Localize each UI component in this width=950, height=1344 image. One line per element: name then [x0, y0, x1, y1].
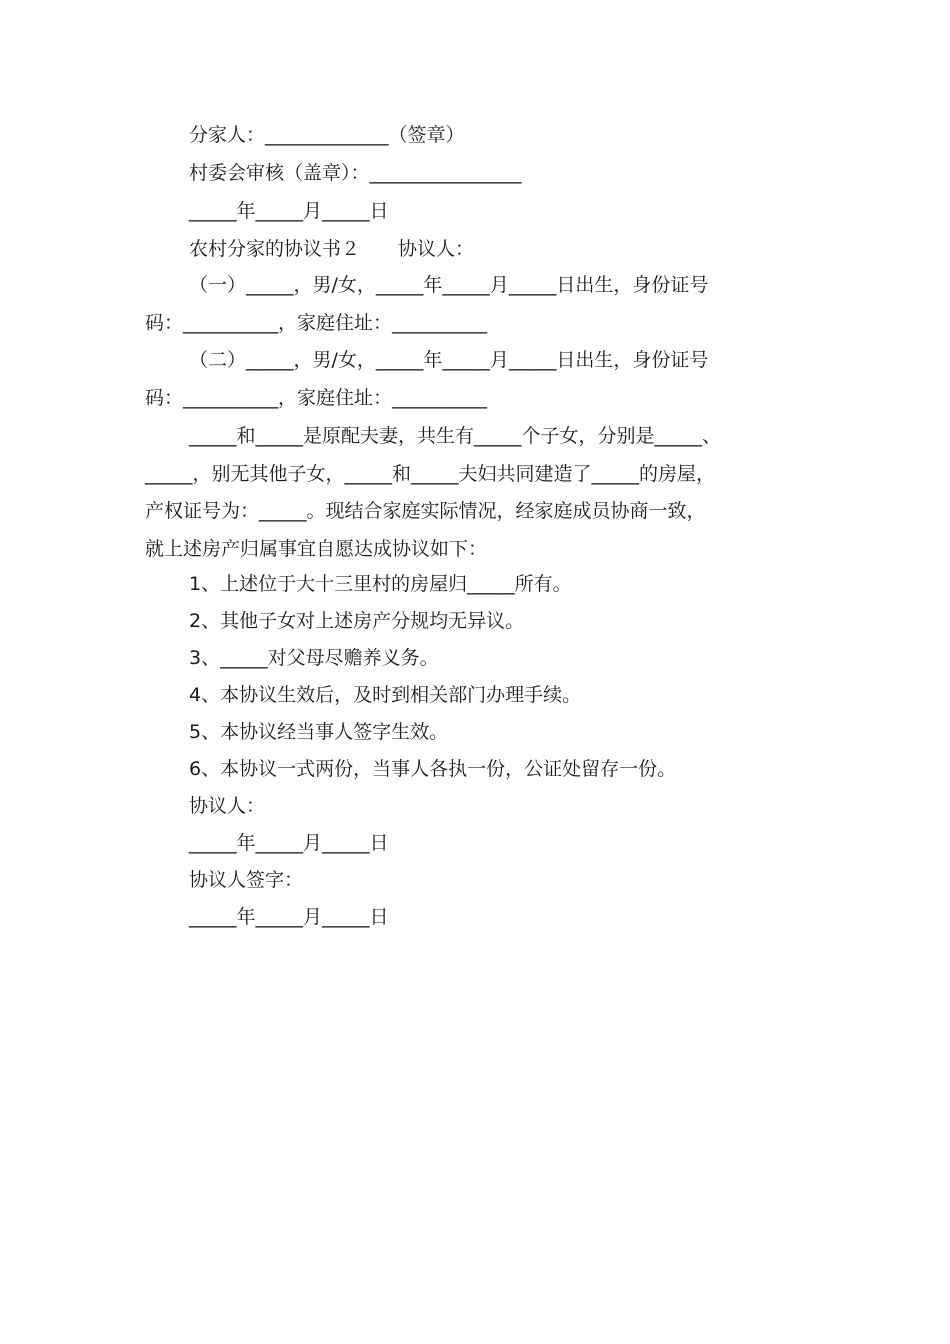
party-one-line: （一）_____，男/女，_____年_____月_____日出生，身份证号 [189, 274, 709, 296]
body-paragraph-line: _____，别无其他子女，_____和_____夫妇共同建造了_____的房屋， [145, 463, 716, 485]
party-one-continuation: 码：__________，家庭住址：__________ [145, 312, 488, 334]
body-paragraph-line: _____和_____是原配夫妻，共生有_____个子女，分别是_____、 [189, 425, 722, 447]
village-committee-review-line: 村委会审核（盖章）：________________ [189, 162, 522, 184]
clause-item: 4、本协议生效后，及时到相关部门办理手续。 [189, 684, 582, 706]
clause-item: 2、其他子女对上述房产分规均无异议。 [189, 610, 525, 632]
divider-signature-line: 分家人：_____________（签章） [189, 124, 465, 146]
date-line: _____年_____月_____日 [189, 906, 389, 928]
clause-item: 3、_____对父母尽赡养义务。 [189, 647, 439, 669]
clause-item: 6、本协议一式两份，当事人各执一份，公证处留存一份。 [189, 758, 677, 780]
date-line: _____年_____月_____日 [189, 200, 389, 222]
parties-label: 协议人： [189, 795, 266, 817]
clause-item: 1、上述位于大十三里村的房屋归_____所有。 [189, 573, 572, 595]
agreement-title-line: 农村分家的协议书２ 协议人： [189, 238, 475, 260]
body-paragraph-line: 就上述房产归属事宜自愿达成协议如下： [145, 538, 488, 560]
party-two-line: （二）_____，男/女，_____年_____月_____日出生，身份证号 [189, 349, 709, 371]
clause-item: 5、本协议经当事人签字生效。 [189, 721, 449, 743]
body-paragraph-line: 产权证号为：_____。现结合家庭实际情况，经家庭成员协商一致， [145, 500, 706, 522]
date-line: _____年_____月_____日 [189, 832, 389, 854]
parties-signature-label: 协议人签字： [189, 869, 304, 891]
party-two-continuation: 码：__________，家庭住址：__________ [145, 387, 488, 409]
